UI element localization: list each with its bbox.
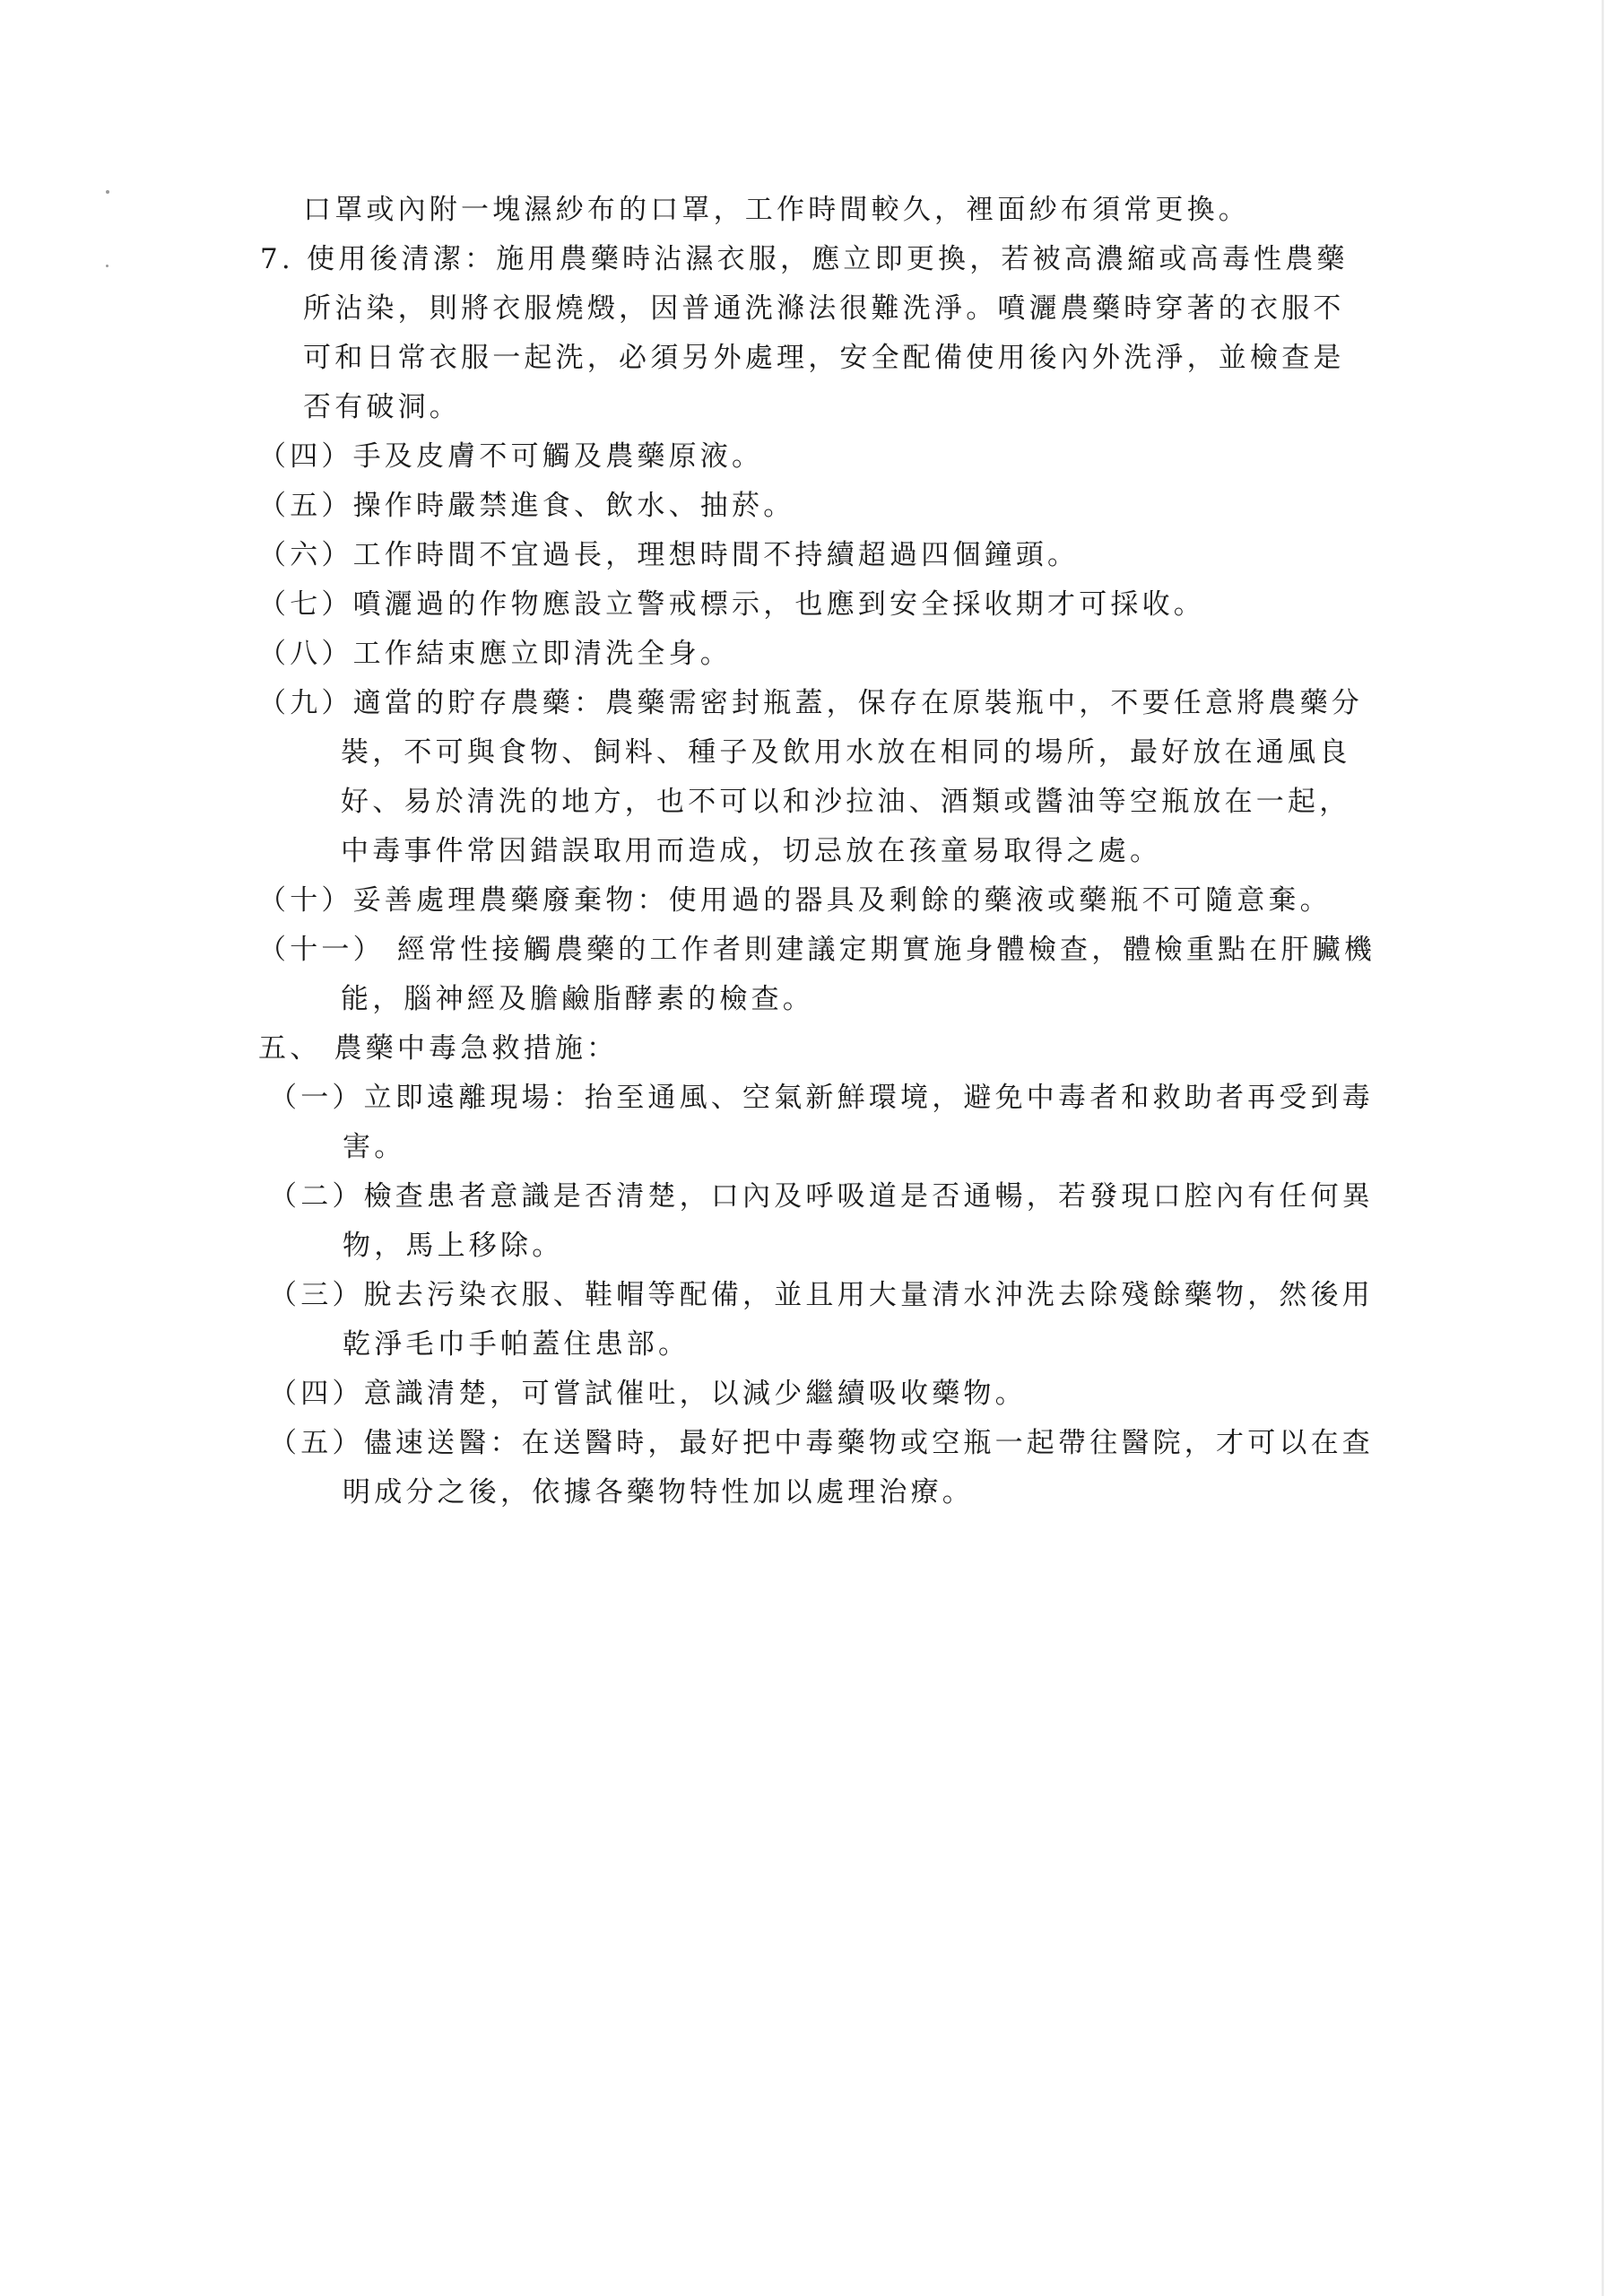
text-line: （九）適當的貯存農藥：農藥需密封瓶蓋，保存在原裝瓶中，不要任意將農藥分: [258, 687, 1363, 719]
text-line: （八）工作結束應立即清洗全身。: [258, 638, 732, 670]
text-line: （六）工作時間不宜過長，理想時間不持續超過四個鐘頭。: [258, 539, 1080, 571]
text-line: 物，馬上移除。: [343, 1230, 564, 1262]
text-line: （四）手及皮膚不可觸及農藥原液。: [258, 440, 764, 473]
text-line: （三）脫去污染衣服、鞋帽等配備，並且用大量清水沖洗去除殘餘藥物，然後用: [269, 1279, 1374, 1311]
scan-edge: [1601, 0, 1604, 2296]
text-line: （五）操作時嚴禁進食、飲水、抽菸。: [258, 490, 795, 522]
text-line: 7. 使用後清潔：施用農藥時沾濕衣服，應立即更換，若被高濃縮或高毒性農藥: [260, 243, 1349, 275]
text-line: 裝，不可與食物、飼料、種子及飲用水放在相同的場所，最好放在通風良: [341, 736, 1351, 769]
text-line: 害。: [343, 1131, 406, 1163]
section-heading: 五、 農藥中毒急救措施：: [258, 1032, 619, 1065]
text-line: （一）立即遠離現場：抬至通風、空氣新鮮環境，避免中毒者和救助者再受到毒: [269, 1082, 1374, 1114]
text-line: （五）儘速送醫：在送醫時，最好把中毒藥物或空瓶一起帶往醫院，才可以在查: [269, 1427, 1374, 1459]
text-line: 口罩或內附一塊濕紗布的口罩，工作時間較久，裡面紗布須常更換。: [303, 194, 1250, 226]
text-line: 中毒事件常因錯誤取用而造成，切忌放在孩童易取得之處。: [341, 835, 1162, 867]
text-line: （十）妥善處理農藥廢棄物：使用過的器具及剩餘的藥液或藥瓶不可隨意棄。: [258, 884, 1332, 917]
text-line: 能，腦神經及膽鹼脂酵素的檢查。: [341, 983, 814, 1015]
text-line: 明成分之後，依據各藥物特性加以處理治療。: [343, 1476, 974, 1509]
text-line: 所沾染，則將衣服燒燬，因普通洗滌法很難洗淨。噴灑農藥時穿著的衣服不: [303, 292, 1345, 325]
text-line: 好、易於清洗的地方，也不可以和沙拉油、酒類或醬油等空瓶放在一起，: [341, 786, 1351, 818]
scan-speck: [106, 190, 109, 194]
text-line: 否有破洞。: [303, 391, 461, 423]
text-line: 可和日常衣服一起洗，必須另外處理，安全配備使用後內外洗淨，並檢查是: [303, 342, 1345, 374]
text-line: （十一） 經常性接觸農藥的工作者則建議定期實施身體檢查，體檢重點在肝臟機: [258, 934, 1376, 966]
text-line: 乾淨毛巾手帕蓋住患部。: [343, 1328, 690, 1361]
text-line: （二）檢查患者意識是否清楚，口內及呼吸道是否通暢，若發現口腔內有任何異: [269, 1180, 1374, 1213]
text-line: （七）噴灑過的作物應設立警戒標示，也應到安全採收期才可採收。: [258, 588, 1205, 621]
scan-speck: [106, 265, 108, 267]
text-line: （四）意識清楚，可嘗試催吐，以減少繼續吸收藥物。: [269, 1378, 1027, 1410]
